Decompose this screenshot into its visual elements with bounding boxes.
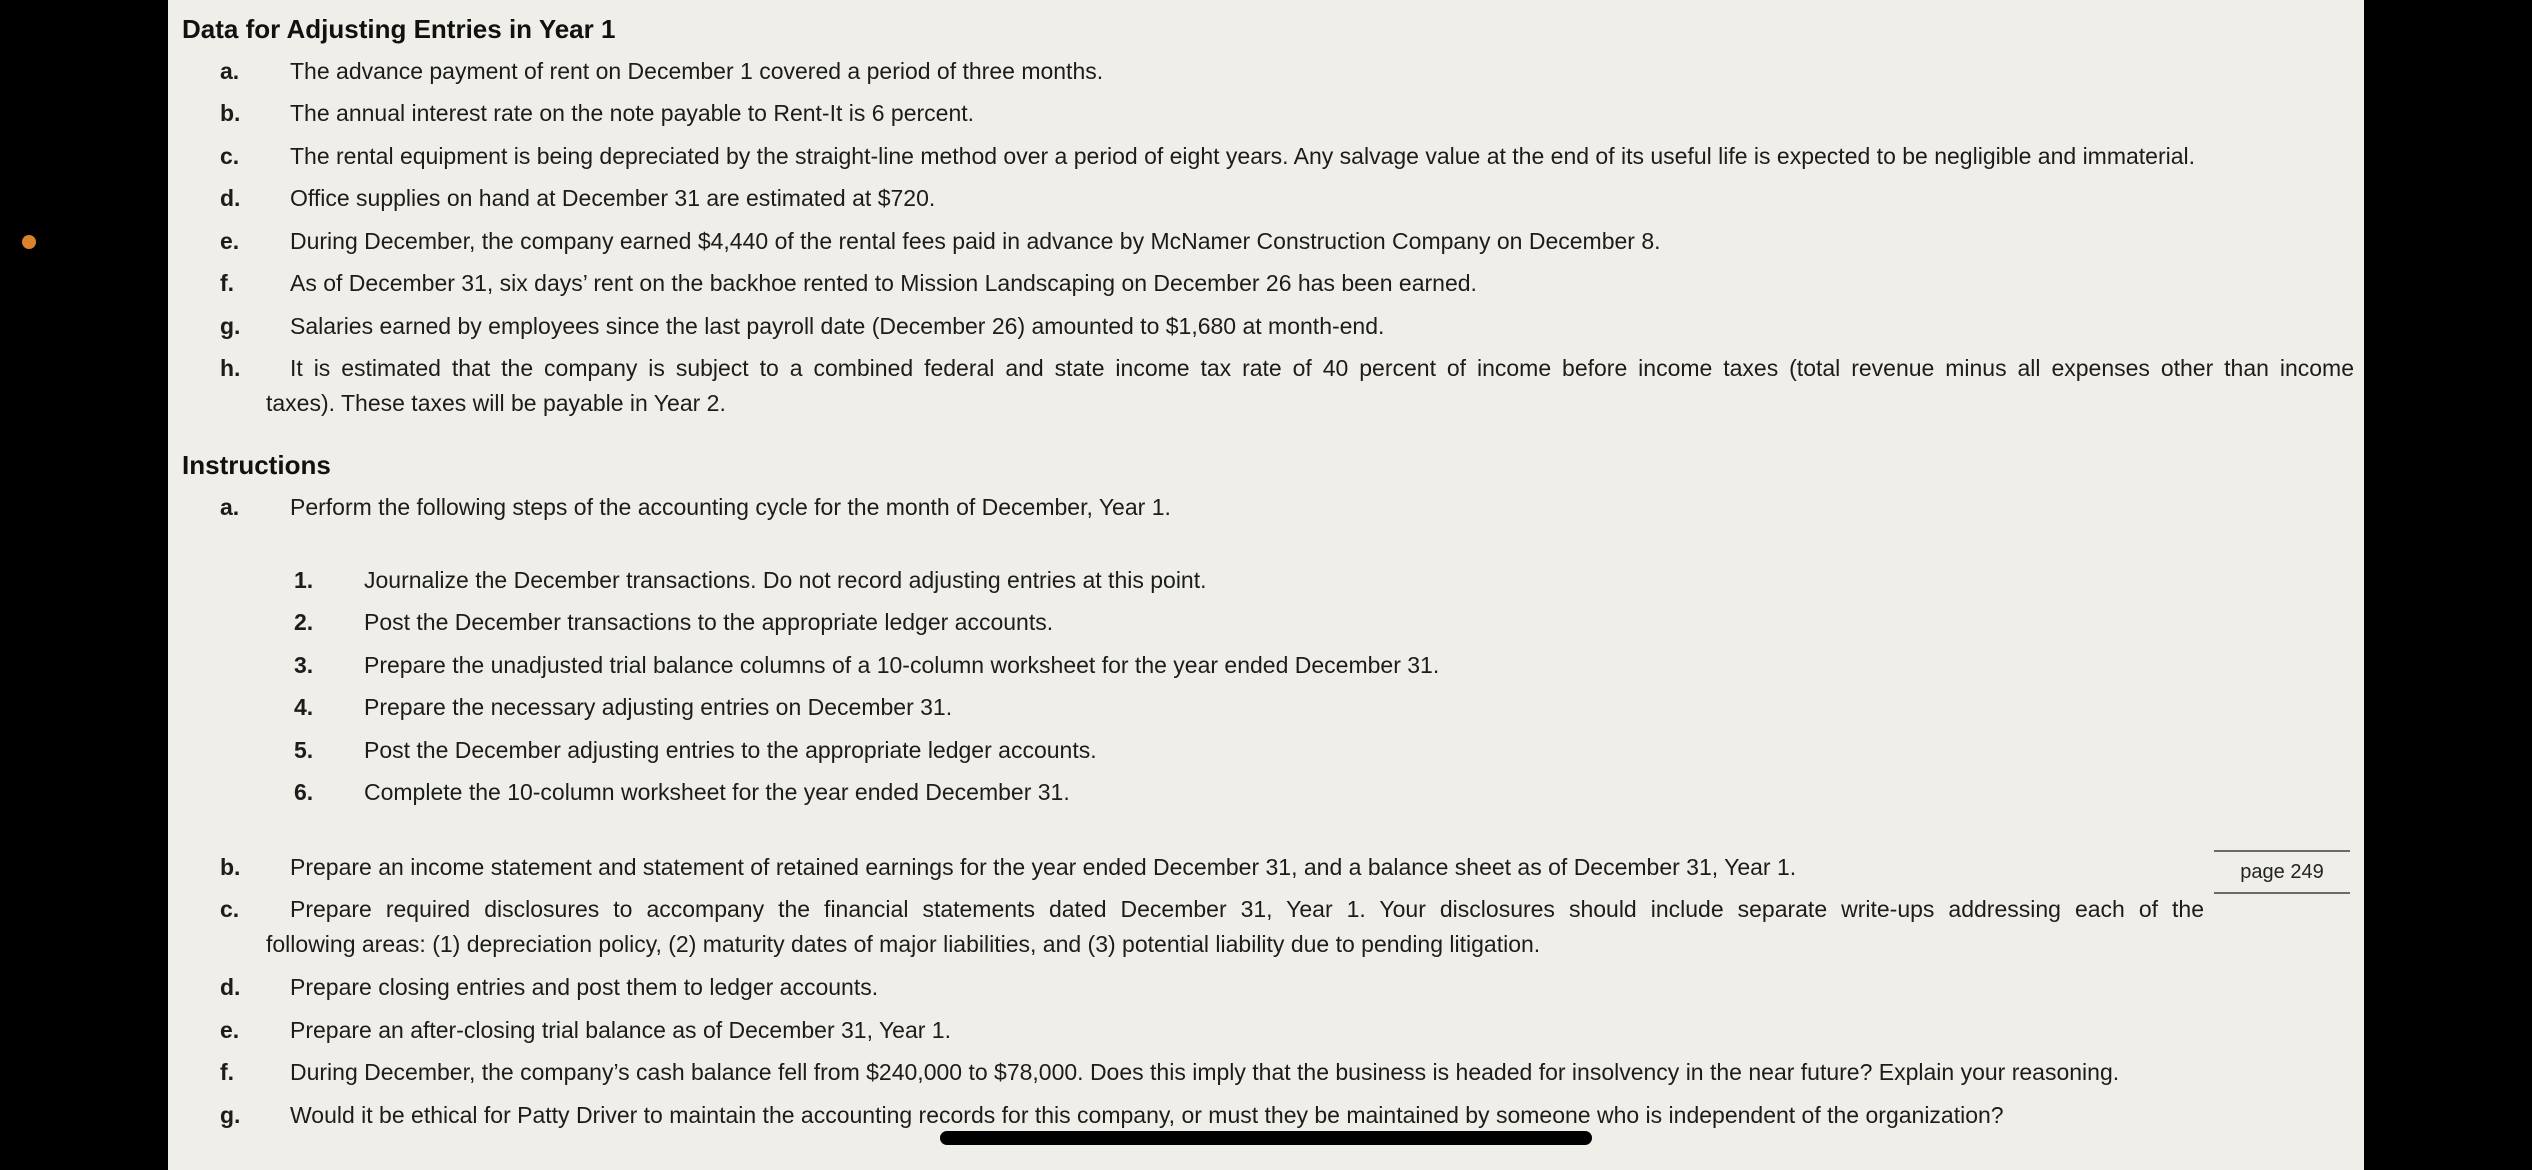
page-number-badge: page 249 xyxy=(2214,850,2350,894)
item-text: The advance payment of rent on December 1 covered a period of three months. xyxy=(290,58,1104,84)
item-label: a. xyxy=(220,58,240,84)
item-text: It is estimated that the company is subject to a combined federal and state income tax rate of 40 percent of income before income taxes (total revenue minus all expenses other than income xyxy=(290,355,2354,381)
item-text: Salaries earned by employees since the last payroll date (December 26) amounted to $1,680 at month-end. xyxy=(290,313,1385,339)
step-text: Complete the 10-column worksheet for the year ended December 31. xyxy=(364,779,1070,805)
item-label: h. xyxy=(220,355,241,381)
item-text: Prepare required disclosures to accompany the financial statements dated December 31, Year 1. Your disclosures should include separate write-ups addressing each of the xyxy=(290,896,2204,922)
item-text-continued: following areas: (1) depreciation policy, (2) maturity dates of major liabilities, and (3) potential liability due to pending litigation. xyxy=(266,931,1541,957)
item-text: Prepare an after-closing trial balance as of December 31, Year 1. xyxy=(290,1017,951,1043)
step-text: Post the December adjusting entries to the appropriate ledger accounts. xyxy=(364,737,1097,763)
item-text: The annual interest rate on the note payable to Rent-It is 6 percent. xyxy=(290,100,975,126)
item-label: c. xyxy=(220,143,240,169)
step-label: 2. xyxy=(294,609,314,635)
item-text: Perform the following steps of the accounting cycle for the month of December, Year 1. xyxy=(290,494,1171,520)
item-label: b. xyxy=(220,100,241,126)
home-indicator-bar[interactable] xyxy=(940,1131,1592,1145)
item-text: Office supplies on hand at December 31 are estimated at $720. xyxy=(290,185,936,211)
item-label: b. xyxy=(220,854,241,880)
instructions-heading: Instructions xyxy=(182,450,331,480)
item-label: f. xyxy=(220,1059,235,1085)
item-label: e. xyxy=(220,228,240,254)
item-label: e. xyxy=(220,1017,240,1043)
item-text-continued: taxes). These taxes will be payable in Year 2. xyxy=(266,390,726,416)
item-label: d. xyxy=(220,974,241,1000)
item-label: g. xyxy=(220,1102,241,1128)
item-text: Prepare an income statement and statement of retained earnings for the year ended December 31, and a balance sheet as of December 31, Year 1. xyxy=(290,854,1797,880)
step-text: Post the December transactions to the appropriate ledger accounts. xyxy=(364,609,1054,635)
item-text: The rental equipment is being depreciated by the straight-line method over a period of eight years. Any salvage value at the end of its useful life is expected to be negligible and immaterial. xyxy=(290,143,2196,169)
item-text: As of December 31, six days’ rent on the backhoe rented to Mission Landscaping on December 26 has been earned. xyxy=(290,270,1477,296)
item-text: During December, the company earned $4,440 of the rental fees paid in advance by McNamer Construction Company on December 8. xyxy=(290,228,1661,254)
step-text: Prepare the unadjusted trial balance columns of a 10-column worksheet for the year ended December 31. xyxy=(364,652,1440,678)
item-label: c. xyxy=(220,896,240,922)
item-text: Prepare closing entries and post them to ledger accounts. xyxy=(290,974,879,1000)
step-label: 3. xyxy=(294,652,314,678)
step-label: 5. xyxy=(294,737,314,763)
document-page xyxy=(168,0,2364,1170)
item-text: During December, the company’s cash balance fell from $240,000 to $78,000. Does this imply that the business is headed for insolvency in the near future? Explain your reasoning. xyxy=(290,1059,2120,1085)
adjusting-entries-heading: Data for Adjusting Entries in Year 1 xyxy=(182,14,616,44)
item-label: f. xyxy=(220,270,235,296)
item-text: Would it be ethical for Patty Driver to maintain the accounting records for this company, or must they be maintained by someone who is independent of the organization? xyxy=(290,1102,2004,1128)
step-label: 4. xyxy=(294,694,314,720)
step-text: Journalize the December transactions. Do not record adjusting entries at this point. xyxy=(364,567,1207,593)
status-dot xyxy=(22,235,36,249)
item-label: g. xyxy=(220,313,241,339)
step-text: Prepare the necessary adjusting entries on December 31. xyxy=(364,694,953,720)
step-label: 6. xyxy=(294,779,314,805)
item-label: d. xyxy=(220,185,241,211)
step-label: 1. xyxy=(294,567,314,593)
item-label: a. xyxy=(220,494,240,520)
